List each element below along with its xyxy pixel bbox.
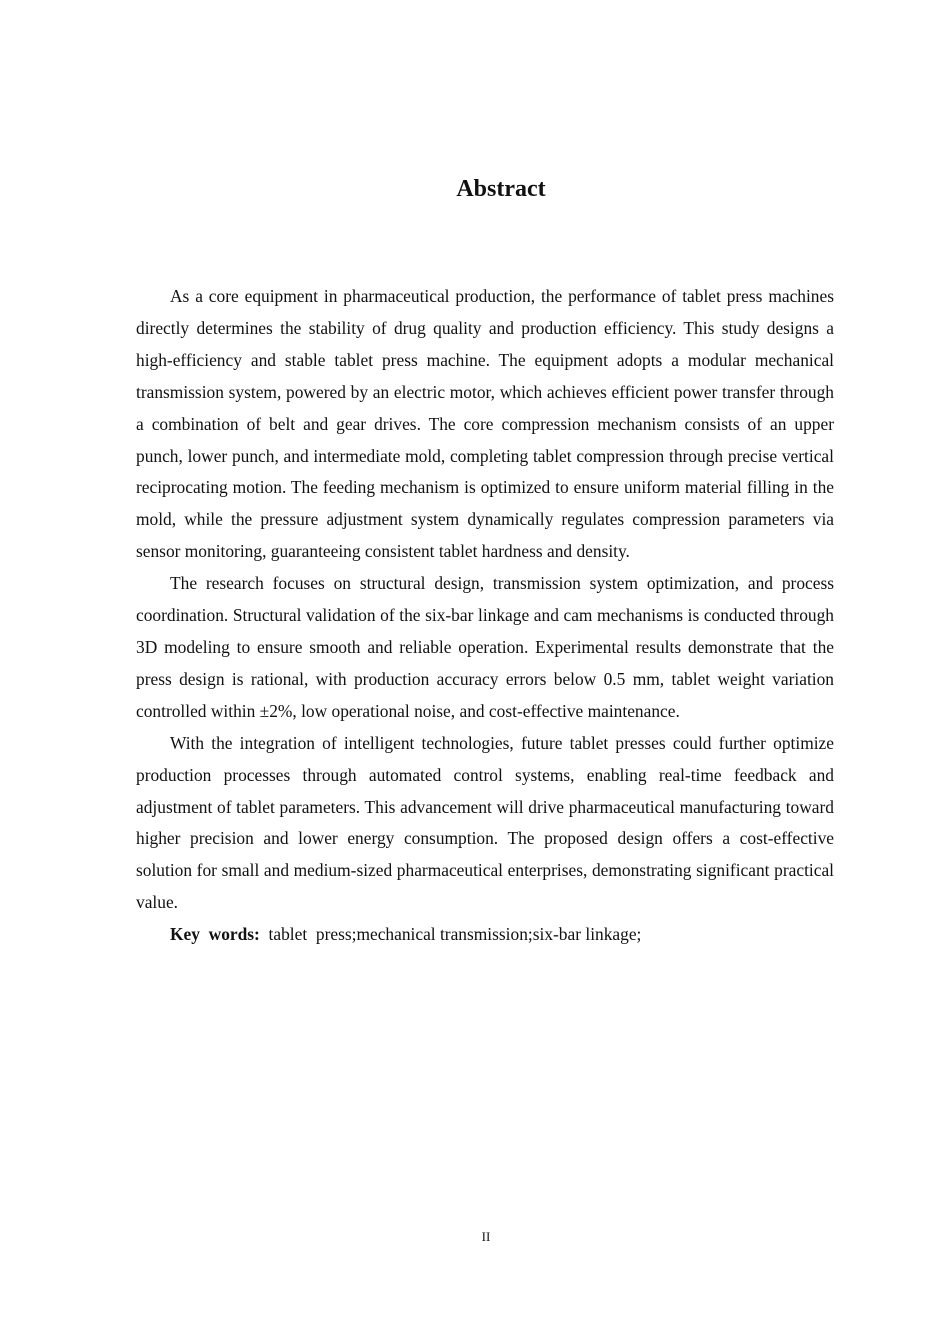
page-title: Abstract	[456, 176, 546, 202]
abstract-paragraph-2: The research focuses on structural design, transmission system optimization, and process coordination. Structural validation of the six-bar linkage and cam mechanisms is conducted through 3D modeling to ensure smooth and reliable operation. Experimental results demonstrate that the press design is rational, with production accuracy errors below 0.5 mm, tablet weight variation controlled within ±2%, low operational noise, and cost-effective maintenance.	[136, 573, 834, 721]
abstract-body	[136, 281, 834, 951]
keywords-line	[136, 919, 834, 951]
abstract-paragraph-1: As a core equipment in pharmaceutical production, the performance of tablet press machines directly determines the stability of drug quality and production efficiency. This study designs a high-efficiency and stable tablet press machine. The equipment adopts a modular mechanical transmission system, powered by an electric motor, which achieves efficient power transfer through a combination of belt and gear drives. The core compression mechanism consists of an upper punch, lower punch, and intermediate mold, completing tablet compression through precise vertical reciprocating motion. The feeding mechanism is optimized to ensure uniform material filling in the mold, while the pressure adjustment system dynamically regulates compression parameters via sensor monitoring, guaranteeing consistent tablet hardness and density.	[136, 286, 834, 562]
abstract-paragraph-3: With the integration of intelligent technologies, future tablet presses could further optimize production processes through automated control systems, enabling real-time feedback and adjustment of tablet parameters. This advancement will drive pharmaceutical manufacturing toward higher precision and lower energy consumption. The proposed design offers a cost-effective solution for small and medium-sized pharmaceutical enterprises, demonstrating significant practical value.	[136, 732, 834, 913]
keywords-value: tablet press;mechanical transmission;six-bar linkage;	[268, 924, 642, 945]
page-number: II	[481, 1229, 491, 1244]
keywords-label: Key words:	[170, 924, 260, 945]
